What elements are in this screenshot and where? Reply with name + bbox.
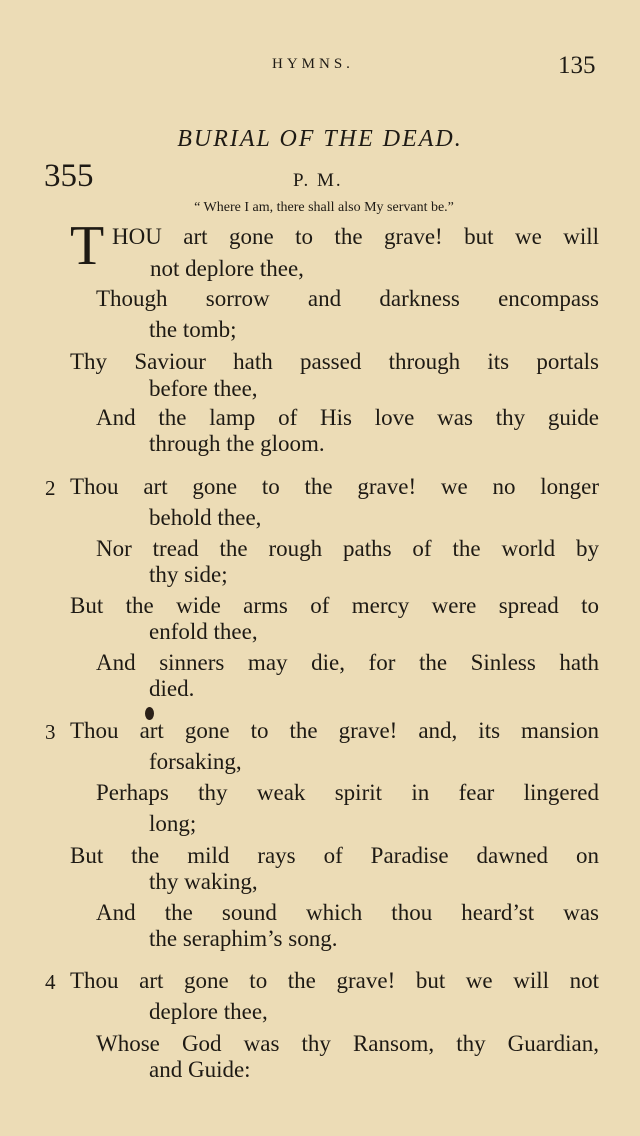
- drop-cap: T: [70, 215, 105, 277]
- stanza4-line1-cont: deplore thee,: [149, 999, 268, 1024]
- stanza2-line2-cont: thy side;: [149, 562, 228, 587]
- stanza3-line3: But the mild rays of Paradise dawned on: [70, 843, 599, 868]
- stanza1-line1-cont: not deplore thee,: [150, 256, 304, 281]
- stanza1-line2-cont: the tomb;: [149, 317, 237, 342]
- stanza2-line2: Nor tread the rough paths of the world by: [96, 536, 599, 561]
- hymn-epigraph: [0, 200, 640, 216]
- stanza4-line1: Thou art gone to the grave! but we will not: [70, 968, 599, 993]
- stanza2-line3: But the wide arms of mercy were spread to: [70, 593, 599, 618]
- stanza4-line2-cont: and Guide:: [149, 1057, 251, 1082]
- stanza1-line2: Though sorrow and darkness encompass: [96, 286, 599, 311]
- stanza4-number: 4: [45, 970, 56, 994]
- stanza1-line3: Thy Saviour hath passed through its portals: [70, 349, 599, 374]
- stanza2-line4: And sinners may die, for the Sinless hath: [96, 650, 599, 675]
- stanza2-line4-cont: died.: [149, 676, 195, 701]
- stanza1-line3-cont: before thee,: [149, 376, 258, 401]
- stanza1-line4-cont: through the gloom.: [149, 431, 325, 456]
- stanza3-line1-cont: forsaking,: [149, 749, 242, 774]
- stanza3-line1: Thou art gone to the grave! and, its mansion: [70, 718, 599, 743]
- epigraph-text: “ Where I am, there shall also My servant be.”: [194, 200, 454, 215]
- stanza1-line1: HOU art gone to the grave! but we will: [112, 224, 599, 249]
- section-title: [0, 126, 640, 153]
- hymn-number: 355: [44, 158, 94, 194]
- stanza3-line2: Perhaps thy weak spirit in fear lingered: [96, 780, 599, 805]
- stanza2-line1: Thou art gone to the grave! we no longer: [70, 474, 599, 499]
- hymn-meter: P. M.: [293, 170, 343, 191]
- stanza2-line3-cont: enfold thee,: [149, 619, 258, 644]
- stanza1-line4: And the lamp of His love was thy guide: [96, 405, 599, 430]
- stanza4-line2: Whose God was thy Ransom, thy Guardian,: [96, 1031, 599, 1056]
- stanza3-number: 3: [45, 720, 56, 744]
- running-title: HYMNS.: [272, 56, 354, 72]
- stanza2-line1-cont: behold thee,: [149, 505, 262, 530]
- stanza2-number: 2: [45, 476, 56, 500]
- page-number: 135: [558, 52, 596, 79]
- stanza3-line3-cont: thy waking,: [149, 869, 258, 894]
- stanza3-line4: And the sound which thou heard’st was: [96, 900, 599, 925]
- stanza3-line4-cont: the seraphim’s song.: [149, 926, 338, 951]
- stanza3-line2-cont: long;: [149, 811, 197, 836]
- section-title-text: BURIAL OF THE DEAD.: [177, 126, 463, 152]
- running-head: [0, 52, 640, 80]
